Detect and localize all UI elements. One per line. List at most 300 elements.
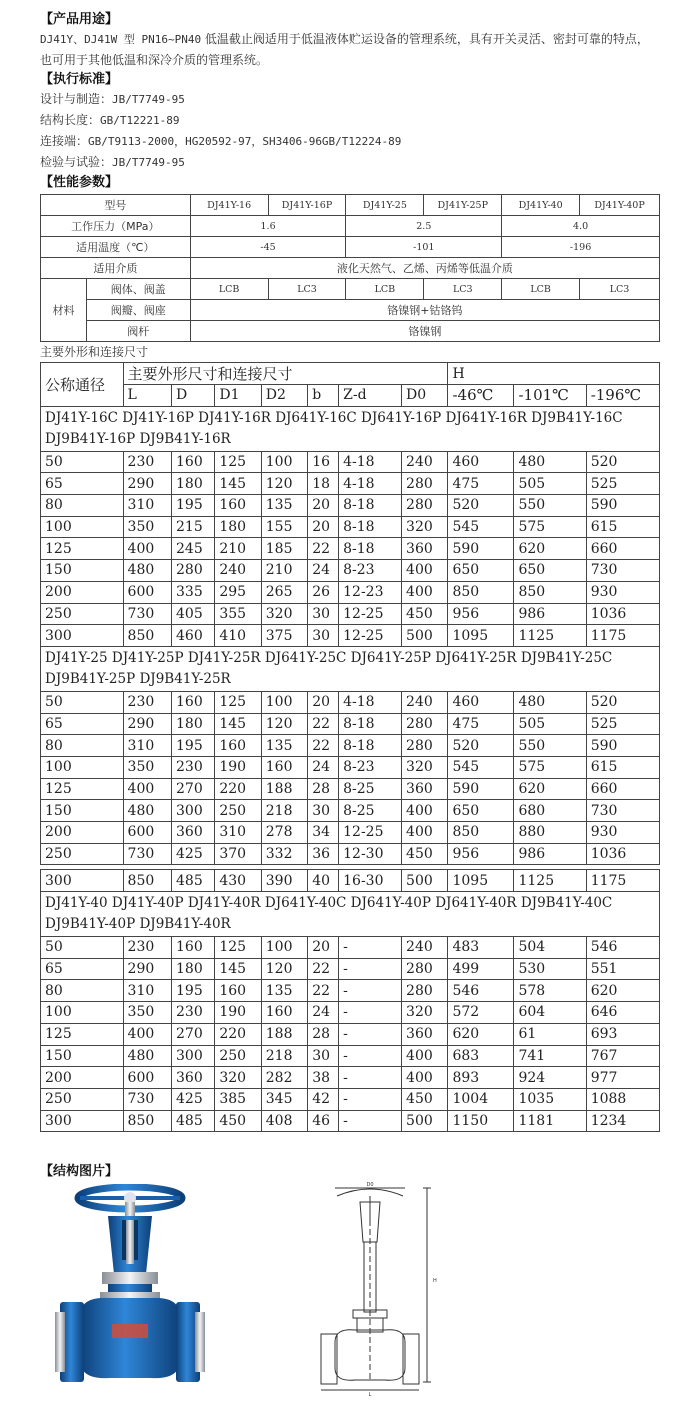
page-content bbox=[40, 10, 660, 1132]
dim-cell: 18 bbox=[308, 473, 339, 495]
temp-label: 适用温度（℃） bbox=[41, 237, 191, 258]
dn-cell: 250 bbox=[41, 1088, 124, 1110]
dim-cell: 36 bbox=[308, 843, 339, 865]
dim-cell: 8-18 bbox=[339, 538, 402, 560]
dim-cell: 310 bbox=[123, 980, 171, 1002]
dim-cell: 8-18 bbox=[339, 735, 402, 757]
dim-cell: 195 bbox=[172, 735, 215, 757]
dim-cell: 38 bbox=[308, 1067, 339, 1089]
dim-cell: 930 bbox=[586, 581, 659, 603]
dim-cell: 16-30 bbox=[339, 870, 402, 892]
dim-cell: 240 bbox=[402, 451, 448, 473]
dim-cell: 280 bbox=[402, 495, 448, 517]
dim-cell: 290 bbox=[123, 473, 171, 495]
disc-row bbox=[41, 300, 660, 321]
dn-cell: 300 bbox=[41, 1110, 124, 1132]
performance-heading: 【性能参数】 bbox=[40, 175, 119, 190]
dim-cell: 408 bbox=[261, 1110, 307, 1132]
dim-cell: 650 bbox=[514, 560, 586, 582]
dim-cell: 8-25 bbox=[339, 800, 402, 822]
dimensions-title: 主要外形和连接尺寸 bbox=[40, 345, 149, 359]
dim-cell: 893 bbox=[448, 1067, 514, 1089]
dim-cell: 850 bbox=[448, 822, 514, 844]
dim-cell: 400 bbox=[123, 538, 171, 560]
dim-col-header: D1 bbox=[215, 385, 261, 407]
standard-label: 结构长度： bbox=[40, 113, 101, 127]
dim-cell: 956 bbox=[448, 843, 514, 865]
dim-cell: 1004 bbox=[448, 1088, 514, 1110]
structure-heading: 【结构图片】 bbox=[40, 1164, 119, 1179]
dim-cell: 210 bbox=[215, 538, 261, 560]
drawing-l-label: L bbox=[368, 1392, 372, 1397]
model-group-row bbox=[41, 892, 660, 937]
dim-cell: 135 bbox=[261, 735, 307, 757]
dn-cell: 150 bbox=[41, 800, 124, 822]
dim-cell: 280 bbox=[402, 735, 448, 757]
dim-subheader-row bbox=[41, 385, 660, 407]
dim-cell: 185 bbox=[261, 538, 307, 560]
dim-cell: 400 bbox=[402, 581, 448, 603]
dim-cell: 135 bbox=[261, 980, 307, 1002]
dim-cell: 180 bbox=[172, 958, 215, 980]
dim-cell: 230 bbox=[123, 451, 171, 473]
dim-row bbox=[41, 581, 660, 603]
dim-cell: 180 bbox=[215, 516, 261, 538]
dim-cell: 620 bbox=[514, 538, 586, 560]
dim-cell: 42 bbox=[308, 1088, 339, 1110]
body-row bbox=[41, 279, 660, 300]
dim-col-header: D0 bbox=[402, 385, 448, 407]
dim-cell: 240 bbox=[215, 560, 261, 582]
dim-cell: 250 bbox=[215, 1045, 261, 1067]
body-cell: LC3 bbox=[424, 279, 502, 300]
dim-cell: 8-23 bbox=[339, 756, 402, 778]
dim-cell: 8-18 bbox=[339, 713, 402, 735]
standard-value: GB/T9113-2000，HG20592-97，SH3406-96GB/T12224-89 bbox=[88, 135, 402, 148]
dn-cell: 80 bbox=[41, 495, 124, 517]
dim-cell: 210 bbox=[261, 560, 307, 582]
dim-cell: 450 bbox=[402, 1088, 448, 1110]
dim-cell: 220 bbox=[215, 1023, 261, 1045]
model-group-label: DJ41Y-16C DJ41Y-16P DJ41Y-16R DJ641Y-16C DJ641Y-16P DJ641Y-16R DJ9B41Y-16C DJ9B41Y-16P DJ9B41Y-16R bbox=[41, 406, 660, 451]
dim-cell: 345 bbox=[261, 1088, 307, 1110]
dim-cell: 410 bbox=[215, 625, 261, 647]
dim-col-header: D2 bbox=[261, 385, 307, 407]
dim-cell: 160 bbox=[215, 735, 261, 757]
dim-cell: 850 bbox=[123, 625, 171, 647]
dim-cell: 12-30 bbox=[339, 843, 402, 865]
dim-cell: 430 bbox=[215, 870, 261, 892]
dim-cell: 310 bbox=[123, 735, 171, 757]
dim-cell: 22 bbox=[308, 958, 339, 980]
dim-cell: 924 bbox=[514, 1067, 586, 1089]
dn-cell: 300 bbox=[41, 870, 124, 892]
valve-photo bbox=[50, 1184, 210, 1396]
dim-cell: 100 bbox=[261, 451, 307, 473]
dn-cell: 80 bbox=[41, 735, 124, 757]
dim-cell: 485 bbox=[172, 870, 215, 892]
dim-row bbox=[41, 1067, 660, 1089]
dim-cell: 520 bbox=[586, 451, 659, 473]
dim-cell: 530 bbox=[514, 958, 586, 980]
dim-cell: 546 bbox=[448, 980, 514, 1002]
dn-cell: 250 bbox=[41, 843, 124, 865]
dn-cell: 300 bbox=[41, 625, 124, 647]
dim-cell: 278 bbox=[261, 822, 307, 844]
dim-cell: 730 bbox=[586, 560, 659, 582]
model-cell: DJ41Y-25 bbox=[346, 195, 424, 216]
dim-cell: 120 bbox=[261, 473, 307, 495]
dim-row bbox=[41, 1110, 660, 1132]
dim-cell: 20 bbox=[308, 516, 339, 538]
dim-cell: 30 bbox=[308, 603, 339, 625]
dim-cell: 545 bbox=[448, 756, 514, 778]
usage-paragraph bbox=[40, 29, 660, 70]
dim-cell: - bbox=[339, 1110, 402, 1132]
dim-cell: - bbox=[339, 1002, 402, 1024]
dn-cell: 200 bbox=[41, 1067, 124, 1089]
dim-cell: 1036 bbox=[586, 603, 659, 625]
dim-cell: 265 bbox=[261, 581, 307, 603]
dim-cell: 218 bbox=[261, 1045, 307, 1067]
dim-cell: 160 bbox=[261, 756, 307, 778]
dim-cell: 551 bbox=[586, 958, 659, 980]
dim-cell: 986 bbox=[514, 843, 586, 865]
dn-cell: 50 bbox=[41, 451, 124, 473]
standard-item bbox=[40, 89, 660, 110]
dim-cell: 240 bbox=[402, 691, 448, 713]
dim-row bbox=[41, 495, 660, 517]
dim-cell: 500 bbox=[402, 870, 448, 892]
dim-row bbox=[41, 980, 660, 1002]
dim-cell: 12-25 bbox=[339, 625, 402, 647]
dim-cell: 741 bbox=[514, 1045, 586, 1067]
dim-row bbox=[41, 560, 660, 582]
dim-cell: 680 bbox=[514, 800, 586, 822]
dim-cell: 360 bbox=[172, 1067, 215, 1089]
medium-value: 液化天然气、乙烯、丙烯等低温介质 bbox=[190, 258, 659, 279]
dim-cell: 320 bbox=[215, 1067, 261, 1089]
dim-cell: 425 bbox=[172, 843, 215, 865]
standard-item bbox=[40, 152, 660, 173]
dim-cell: 660 bbox=[586, 778, 659, 800]
dim-cell: 590 bbox=[448, 778, 514, 800]
dim-cell: - bbox=[339, 1023, 402, 1045]
dim-cell: 604 bbox=[514, 1002, 586, 1024]
dim-cell: 520 bbox=[448, 735, 514, 757]
dim-cell: 155 bbox=[261, 516, 307, 538]
dim-cell: 215 bbox=[172, 516, 215, 538]
dim-cell: 575 bbox=[514, 756, 586, 778]
usage-heading: 【产品用途】 bbox=[40, 12, 119, 27]
dim-cell: 460 bbox=[172, 625, 215, 647]
dim-cell: 1175 bbox=[586, 625, 659, 647]
dn-cell: 125 bbox=[41, 1023, 124, 1045]
dim-cell: 485 bbox=[172, 1110, 215, 1132]
standard-label: 检验与试验： bbox=[40, 155, 113, 169]
dim-cell: 590 bbox=[448, 538, 514, 560]
dim-cell: 4-18 bbox=[339, 691, 402, 713]
dim-cell: 977 bbox=[586, 1067, 659, 1089]
h-header: H bbox=[448, 363, 660, 385]
dim-cell: 400 bbox=[402, 800, 448, 822]
dim-cell: 1125 bbox=[514, 870, 586, 892]
dim-cell: 8-18 bbox=[339, 516, 402, 538]
body-label: 阀体、阀盖 bbox=[86, 279, 190, 300]
dim-cell: 8-18 bbox=[339, 495, 402, 517]
dim-cell: 12-25 bbox=[339, 603, 402, 625]
dim-cell: 505 bbox=[514, 473, 586, 495]
dim-cell: 1125 bbox=[514, 625, 586, 647]
dim-cell: 28 bbox=[308, 778, 339, 800]
dim-cell: 360 bbox=[172, 822, 215, 844]
dim-cell: 280 bbox=[402, 980, 448, 1002]
model-group-label: DJ41Y-25 DJ41Y-25P DJ41Y-25R DJ641Y-25C DJ641Y-25P DJ641Y-25R DJ9B41Y-25C DJ9B41Y-25P DJ9B41Y-25R bbox=[41, 646, 660, 691]
dim-cell: 46 bbox=[308, 1110, 339, 1132]
dim-cell: 1095 bbox=[448, 870, 514, 892]
dim-cell: 335 bbox=[172, 581, 215, 603]
dim-row bbox=[41, 625, 660, 647]
dim-cell: 12-25 bbox=[339, 822, 402, 844]
dim-cell: 4-18 bbox=[339, 451, 402, 473]
dim-cell: 24 bbox=[308, 756, 339, 778]
dim-cell: 499 bbox=[448, 958, 514, 980]
dim-cell: 400 bbox=[402, 822, 448, 844]
dn-cell: 100 bbox=[41, 516, 124, 538]
dim-cell: 370 bbox=[215, 843, 261, 865]
temp-row bbox=[41, 237, 660, 258]
dim-cell: 730 bbox=[123, 843, 171, 865]
medium-label: 适用介质 bbox=[41, 258, 191, 279]
dim-cell: 1036 bbox=[586, 843, 659, 865]
disc-label: 阀瓣、阀座 bbox=[86, 300, 190, 321]
dn-cell: 250 bbox=[41, 603, 124, 625]
dim-cell: 480 bbox=[514, 451, 586, 473]
standard-label: 设计与制造： bbox=[40, 92, 113, 106]
dim-row bbox=[41, 713, 660, 735]
dim-row bbox=[41, 451, 660, 473]
dn-cell: 100 bbox=[41, 1002, 124, 1024]
dim-cell: 600 bbox=[123, 822, 171, 844]
dim-cell: 683 bbox=[448, 1045, 514, 1067]
dim-cell: 22 bbox=[308, 538, 339, 560]
model-label: 型号 bbox=[41, 195, 191, 216]
dim-cell: 188 bbox=[261, 778, 307, 800]
dim-cell: 375 bbox=[261, 625, 307, 647]
dim-cell: 12-23 bbox=[339, 581, 402, 603]
dim-cell: 245 bbox=[172, 538, 215, 560]
pressure-cell: 1.6 bbox=[190, 216, 346, 237]
dim-cell: - bbox=[339, 958, 402, 980]
dim-cell: 160 bbox=[172, 937, 215, 959]
dim-cell: 767 bbox=[586, 1045, 659, 1067]
dim-cell: 20 bbox=[308, 937, 339, 959]
dim-cell: - bbox=[339, 1088, 402, 1110]
drawing-d0-label: D0 bbox=[366, 1182, 374, 1188]
model-cell: DJ41Y-40P bbox=[580, 195, 660, 216]
dim-cell: 360 bbox=[402, 778, 448, 800]
dim-cell: 190 bbox=[215, 1002, 261, 1024]
h-col-header: -46℃ bbox=[448, 385, 514, 407]
dim-row bbox=[41, 516, 660, 538]
dim-col-header: b bbox=[308, 385, 339, 407]
dim-cell: 600 bbox=[123, 581, 171, 603]
dim-row bbox=[41, 1088, 660, 1110]
dim-cell: 26 bbox=[308, 581, 339, 603]
dim-cell: 390 bbox=[261, 870, 307, 892]
valve-drawing bbox=[315, 1182, 445, 1397]
dim-row bbox=[41, 843, 660, 865]
dim-cell: 1088 bbox=[586, 1088, 659, 1110]
dim-cell: 310 bbox=[215, 822, 261, 844]
dim-cell: 450 bbox=[215, 1110, 261, 1132]
medium-row bbox=[41, 258, 660, 279]
dim-cell: 400 bbox=[123, 1023, 171, 1045]
dim-cell: 550 bbox=[514, 495, 586, 517]
dim-cell: 1181 bbox=[514, 1110, 586, 1132]
group-header: 主要外形尺寸和连接尺寸 bbox=[123, 363, 448, 385]
dim-cell: 28 bbox=[308, 1023, 339, 1045]
dim-cell: 590 bbox=[586, 735, 659, 757]
dim-cell: 20 bbox=[308, 495, 339, 517]
dim-cell: 545 bbox=[448, 516, 514, 538]
dim-cell: 460 bbox=[448, 691, 514, 713]
dim-cell: 16 bbox=[308, 451, 339, 473]
dim-cell: 450 bbox=[402, 843, 448, 865]
dim-cell: 320 bbox=[402, 516, 448, 538]
dim-cell: 460 bbox=[448, 451, 514, 473]
dim-cell: 1175 bbox=[586, 870, 659, 892]
body-cell: LC3 bbox=[268, 279, 346, 300]
dim-cell: 290 bbox=[123, 713, 171, 735]
dim-cell: 615 bbox=[586, 756, 659, 778]
model-group-row bbox=[41, 406, 660, 451]
dim-cell: 40 bbox=[308, 870, 339, 892]
dim-cell: 578 bbox=[514, 980, 586, 1002]
dn-header: 公称通径 bbox=[41, 363, 124, 407]
dim-cell: 450 bbox=[402, 603, 448, 625]
temp-cell: -45 bbox=[190, 237, 346, 258]
performance-table bbox=[40, 194, 660, 342]
dim-cell: 125 bbox=[215, 691, 261, 713]
dim-cell: 145 bbox=[215, 473, 261, 495]
dim-cell: 61 bbox=[514, 1023, 586, 1045]
dim-col-header: L bbox=[123, 385, 171, 407]
dim-cell: 355 bbox=[215, 603, 261, 625]
temp-cell: -101 bbox=[346, 237, 502, 258]
dn-cell: 50 bbox=[41, 937, 124, 959]
model-group-row bbox=[41, 646, 660, 691]
dim-cell: 483 bbox=[448, 937, 514, 959]
dn-cell: 50 bbox=[41, 691, 124, 713]
model-cell: DJ41Y-16P bbox=[268, 195, 346, 216]
dim-cell: 400 bbox=[402, 1045, 448, 1067]
dim-cell: 24 bbox=[308, 560, 339, 582]
dim-cell: 590 bbox=[586, 495, 659, 517]
dim-cell: 125 bbox=[215, 937, 261, 959]
model-cell: DJ41Y-16 bbox=[190, 195, 268, 216]
dim-cell: 400 bbox=[402, 1067, 448, 1089]
dim-cell: 250 bbox=[215, 800, 261, 822]
dim-cell: 218 bbox=[261, 800, 307, 822]
dim-cell: 660 bbox=[586, 538, 659, 560]
dim-cell: 282 bbox=[261, 1067, 307, 1089]
dim-row bbox=[41, 800, 660, 822]
dim-cell: 22 bbox=[308, 980, 339, 1002]
dim-cell: 475 bbox=[448, 713, 514, 735]
dn-cell: 125 bbox=[41, 778, 124, 800]
dim-cell: 295 bbox=[215, 581, 261, 603]
dim-cell: 350 bbox=[123, 516, 171, 538]
stem-value: 铬镍钢 bbox=[190, 321, 659, 342]
dim-cell: 986 bbox=[514, 603, 586, 625]
dim-cell: 850 bbox=[514, 581, 586, 603]
standards-list bbox=[40, 89, 660, 173]
dim-cell: 1035 bbox=[514, 1088, 586, 1110]
dim-row bbox=[41, 937, 660, 959]
dim-cell: 385 bbox=[215, 1088, 261, 1110]
dim-col-header: D bbox=[172, 385, 215, 407]
pressure-cell: 4.0 bbox=[502, 216, 660, 237]
dim-cell: 350 bbox=[123, 1002, 171, 1024]
dim-row bbox=[41, 870, 660, 892]
dim-row bbox=[41, 1002, 660, 1024]
dim-cell: 8-25 bbox=[339, 778, 402, 800]
standard-value: JB/T7749-95 bbox=[112, 156, 185, 169]
dim-cell: 125 bbox=[215, 451, 261, 473]
model-group-label: DJ41Y-40 DJ41Y-40P DJ41Y-40R DJ641Y-40C DJ641Y-40P DJ641Y-40R DJ9B41Y-40C DJ9B41Y-40P DJ9B41Y-40R bbox=[41, 892, 660, 937]
model-row bbox=[41, 195, 660, 216]
dim-cell: 730 bbox=[123, 603, 171, 625]
dim-cell: 145 bbox=[215, 713, 261, 735]
pressure-label: 工作压力（MPa） bbox=[41, 216, 191, 237]
dim-cell: 195 bbox=[172, 495, 215, 517]
dim-cell: 320 bbox=[402, 1002, 448, 1024]
dim-cell: 480 bbox=[123, 560, 171, 582]
dim-cell: 480 bbox=[123, 1045, 171, 1067]
dim-cell: 546 bbox=[586, 937, 659, 959]
dn-cell: 200 bbox=[41, 581, 124, 603]
dim-cell: 520 bbox=[586, 691, 659, 713]
dim-cell: 850 bbox=[123, 870, 171, 892]
dim-cell: 525 bbox=[586, 713, 659, 735]
dim-cell: 180 bbox=[172, 473, 215, 495]
dim-cell: 22 bbox=[308, 713, 339, 735]
dim-cell: 425 bbox=[172, 1088, 215, 1110]
dim-cell: 600 bbox=[123, 1067, 171, 1089]
dim-cell: 350 bbox=[123, 756, 171, 778]
dim-row bbox=[41, 735, 660, 757]
dim-cell: 880 bbox=[514, 822, 586, 844]
dn-cell: 125 bbox=[41, 538, 124, 560]
dim-cell: 360 bbox=[402, 1023, 448, 1045]
dim-cell: 4-18 bbox=[339, 473, 402, 495]
dim-cell: 100 bbox=[261, 691, 307, 713]
dim-cell: 505 bbox=[514, 713, 586, 735]
dimensions-table bbox=[40, 362, 660, 1132]
dim-row bbox=[41, 538, 660, 560]
dim-cell: 280 bbox=[172, 560, 215, 582]
disc-value: 铬镍钢+钴铬钨 bbox=[190, 300, 659, 321]
dim-cell: 280 bbox=[402, 713, 448, 735]
body-cell: LCB bbox=[346, 279, 424, 300]
dim-cell: 100 bbox=[261, 937, 307, 959]
dim-cell: 650 bbox=[448, 560, 514, 582]
dim-cell: 475 bbox=[448, 473, 514, 495]
dim-cell: 730 bbox=[123, 1088, 171, 1110]
dim-cell: 525 bbox=[586, 473, 659, 495]
pressure-cell: 2.5 bbox=[346, 216, 502, 237]
